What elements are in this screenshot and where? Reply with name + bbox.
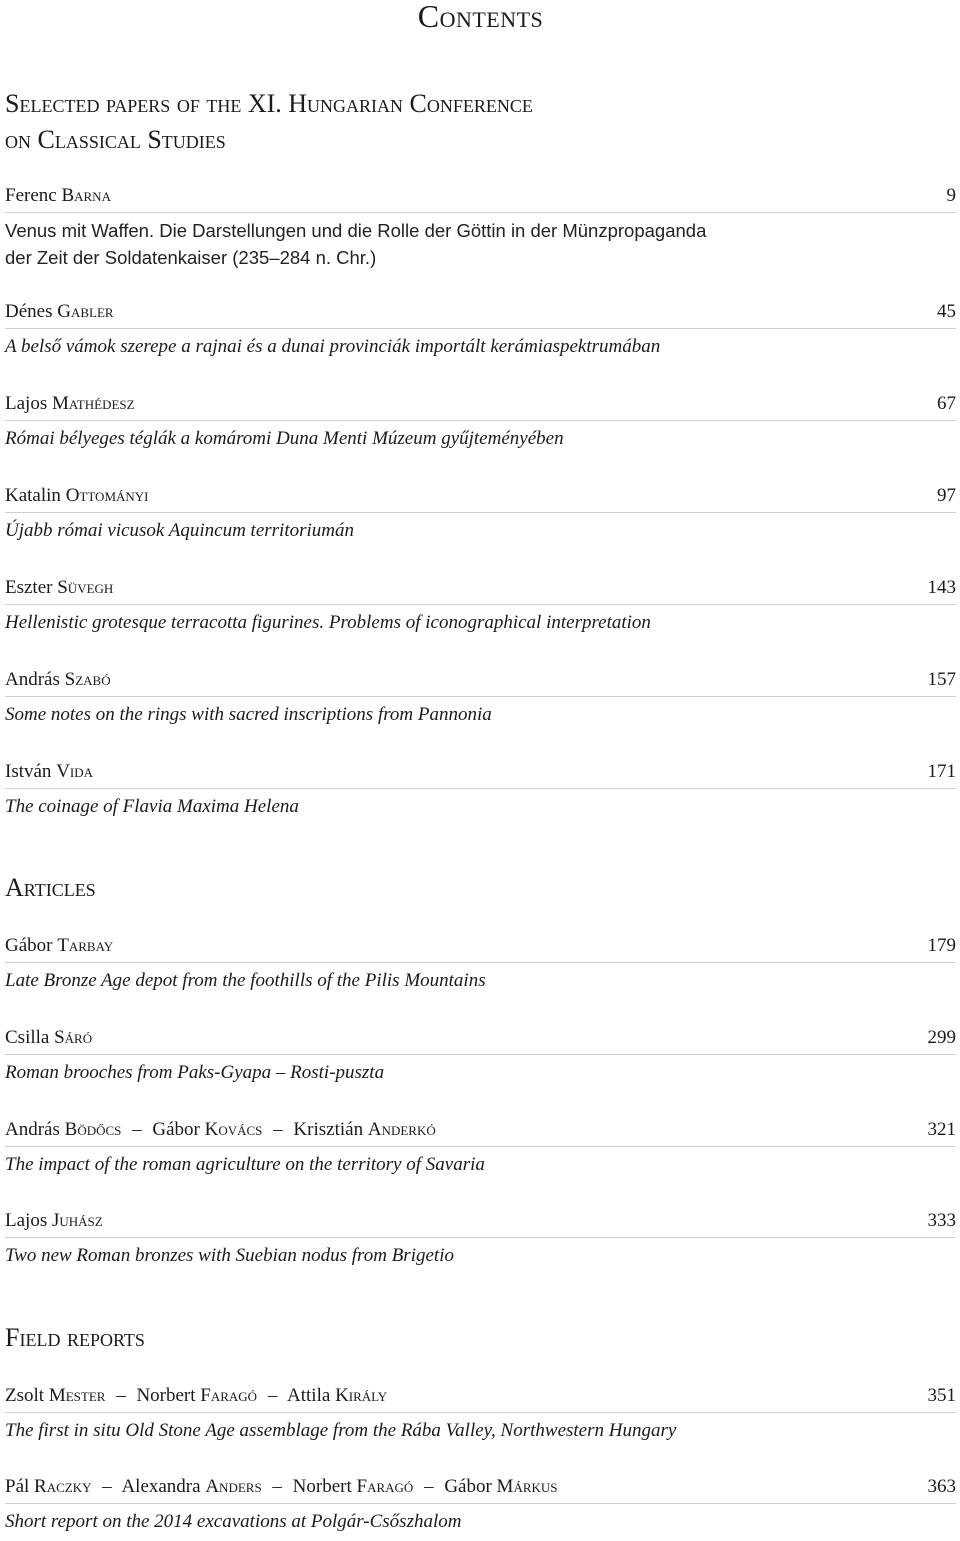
author-surname: Barna bbox=[61, 185, 111, 206]
author-surname: Faragó bbox=[200, 1385, 258, 1406]
author-surname: Faragó bbox=[356, 1476, 414, 1497]
author-first-name: Eszter bbox=[5, 577, 53, 598]
author-first-name: Pál bbox=[5, 1476, 30, 1497]
entry-title-line: Late Bronze Age depot from the foothills of the Pilis Mountains bbox=[5, 970, 486, 991]
entry-title bbox=[5, 1508, 956, 1535]
author-first-name: Zsolt bbox=[5, 1385, 45, 1406]
author-first-name: Lajos bbox=[5, 1210, 48, 1231]
section-heading-selected-papers bbox=[5, 86, 956, 158]
entry-title-line: A belső vámok szerepe a rajnai és a dunai provinciák importált kerámiaspektrumában bbox=[5, 336, 661, 357]
author-separator: – bbox=[102, 1476, 112, 1497]
author-surname: Raczky bbox=[34, 1476, 92, 1497]
author-first-name: Norbert bbox=[136, 1385, 196, 1406]
author-first-name: Gábor bbox=[5, 935, 53, 956]
entry-title-line: Roman brooches from Paks-Gyapa – Rosti-puszta bbox=[5, 1062, 385, 1083]
entry-page-number: 9 bbox=[946, 185, 956, 206]
entry-title bbox=[5, 609, 956, 636]
entry-page-number: 157 bbox=[927, 669, 956, 690]
entry-author-line bbox=[5, 666, 956, 697]
section-heading-field-reports bbox=[5, 1320, 956, 1356]
entry-authors bbox=[5, 298, 114, 326]
entry-authors bbox=[5, 758, 93, 786]
entry-authors bbox=[5, 1382, 387, 1410]
toc-entry[interactable] bbox=[5, 1382, 956, 1444]
author-surname: Anderkó bbox=[367, 1119, 436, 1140]
entry-title-line: The coinage of Flavia Maxima Helena bbox=[5, 796, 299, 817]
entry-title bbox=[5, 1417, 956, 1444]
page-title: Contents bbox=[417, 0, 544, 34]
author-first-name: Ferenc bbox=[5, 185, 57, 206]
author-first-name: Alexandra bbox=[121, 1476, 201, 1497]
entry-author-line bbox=[5, 1473, 956, 1504]
author-surname: Anders bbox=[205, 1476, 262, 1497]
author-surname: Bödőcs bbox=[64, 1119, 122, 1140]
entry-title bbox=[5, 425, 956, 452]
section-heading-line: on Classical Studies bbox=[5, 125, 226, 154]
entry-title-line: Two new Roman bronzes with Suebian nodus from Brigetio bbox=[5, 1245, 454, 1266]
entry-page-number: 299 bbox=[927, 1027, 956, 1048]
entry-authors bbox=[5, 666, 111, 694]
toc-entry[interactable] bbox=[5, 1207, 956, 1269]
entry-title-line: Hellenistic grotesque terracotta figurines. Problems of iconographical interpretation bbox=[5, 612, 651, 633]
entry-authors bbox=[5, 182, 111, 210]
author-surname: Vida bbox=[56, 761, 94, 782]
entry-authors bbox=[5, 574, 113, 602]
entry-page-number: 363 bbox=[927, 1476, 956, 1497]
entry-authors bbox=[5, 390, 135, 418]
author-first-name: Krisztián bbox=[293, 1119, 364, 1140]
toc-entry[interactable] bbox=[5, 1116, 956, 1178]
entry-author-line bbox=[5, 390, 956, 421]
entry-authors bbox=[5, 482, 149, 510]
author-first-name: Norbert bbox=[292, 1476, 352, 1497]
entry-author-line bbox=[5, 1116, 956, 1147]
entry-title-line: Római bélyeges téglák a komáromi Duna Menti Múzeum gyűjteményében bbox=[5, 428, 564, 449]
toc-entry[interactable] bbox=[5, 182, 956, 271]
author-surname: Ottományi bbox=[65, 485, 149, 506]
author-surname: Gabler bbox=[57, 301, 114, 322]
entry-title-line: Short report on the 2014 excavations at Polgár-Csőszhalom bbox=[5, 1511, 462, 1532]
author-first-name: Katalin bbox=[5, 485, 61, 506]
entry-title bbox=[5, 701, 956, 728]
entry-title bbox=[5, 793, 956, 820]
entry-page-number: 321 bbox=[927, 1119, 956, 1140]
toc-entry[interactable] bbox=[5, 666, 956, 728]
author-surname: Süvegh bbox=[57, 577, 114, 598]
author-surname: Király bbox=[335, 1385, 388, 1406]
author-surname: Márkus bbox=[496, 1476, 558, 1497]
entry-page-number: 67 bbox=[937, 393, 956, 414]
entry-title-line: Venus mit Waffen. Die Darstellungen und die Rolle der Göttin in der Münzpropaganda bbox=[5, 220, 707, 241]
toc-entry[interactable] bbox=[5, 932, 956, 994]
entry-page-number: 171 bbox=[927, 761, 956, 782]
author-first-name: András bbox=[5, 1119, 60, 1140]
toc-entry[interactable] bbox=[5, 482, 956, 544]
entry-title-line: The impact of the roman agriculture on the territory of Savaria bbox=[5, 1154, 485, 1175]
entry-authors bbox=[5, 1473, 558, 1501]
entry-title-line: The first in situ Old Stone Age assemblage from the Rába Valley, Northwestern Hungary bbox=[5, 1420, 677, 1441]
toc-entry[interactable] bbox=[5, 390, 956, 452]
author-separator: – bbox=[273, 1119, 283, 1140]
entry-authors bbox=[5, 932, 113, 960]
author-first-name: Attila bbox=[287, 1385, 331, 1406]
entry-author-line bbox=[5, 574, 956, 605]
entry-title-line: Újabb római vicusok Aquincum territoriumán bbox=[5, 520, 355, 541]
entry-authors bbox=[5, 1207, 103, 1235]
entry-authors bbox=[5, 1116, 436, 1144]
author-surname: Sáró bbox=[54, 1027, 93, 1048]
toc-entry[interactable] bbox=[5, 1473, 956, 1535]
entry-title bbox=[5, 967, 956, 994]
author-separator: – bbox=[132, 1119, 142, 1140]
toc-entry[interactable] bbox=[5, 758, 956, 820]
entry-title-line: der Zeit der Soldatenkaiser (235–284 n. Chr.) bbox=[5, 247, 377, 268]
entry-author-line bbox=[5, 182, 956, 213]
toc-entry[interactable] bbox=[5, 298, 956, 360]
author-separator: – bbox=[116, 1385, 126, 1406]
section-heading-articles bbox=[5, 870, 956, 906]
entry-author-line bbox=[5, 1024, 956, 1055]
author-surname: Mathédesz bbox=[51, 393, 135, 414]
entry-title bbox=[5, 1242, 956, 1269]
author-first-name: Dénes bbox=[5, 301, 53, 322]
entry-title bbox=[5, 517, 956, 544]
entry-author-line bbox=[5, 932, 956, 963]
author-surname: Szabó bbox=[64, 669, 111, 690]
author-first-name: Gábor bbox=[444, 1476, 492, 1497]
author-separator: – bbox=[267, 1385, 278, 1406]
author-first-name: István bbox=[5, 761, 52, 782]
entry-authors bbox=[5, 1024, 92, 1052]
author-first-name: Lajos bbox=[5, 393, 48, 414]
author-first-name: Gábor bbox=[152, 1119, 200, 1140]
entry-title bbox=[5, 1059, 956, 1086]
entry-title bbox=[5, 333, 956, 360]
section-heading-line: Field reports bbox=[5, 1323, 145, 1352]
entry-title bbox=[5, 217, 956, 271]
author-surname: Tarbay bbox=[57, 935, 114, 956]
author-surname: Juhász bbox=[51, 1210, 103, 1231]
author-separator: – bbox=[424, 1476, 434, 1497]
entry-title-line: Some notes on the rings with sacred inscriptions from Pannonia bbox=[5, 704, 492, 725]
author-surname: Kovács bbox=[204, 1119, 263, 1140]
section-heading-line: Selected papers of the XI. Hungarian Conference bbox=[5, 89, 533, 118]
author-surname: Mester bbox=[48, 1385, 106, 1406]
entry-page-number: 45 bbox=[937, 301, 956, 322]
entry-page-number: 351 bbox=[927, 1385, 956, 1406]
entry-page-number: 97 bbox=[937, 485, 956, 506]
entry-author-line bbox=[5, 1382, 956, 1413]
author-first-name: András bbox=[5, 669, 60, 690]
entry-page-number: 143 bbox=[927, 577, 956, 598]
toc-entry[interactable] bbox=[5, 1024, 956, 1086]
entry-author-line bbox=[5, 298, 956, 329]
entry-page-number: 333 bbox=[927, 1210, 956, 1231]
author-first-name: Csilla bbox=[5, 1027, 50, 1048]
entry-author-line bbox=[5, 482, 956, 513]
entry-author-line bbox=[5, 758, 956, 789]
section-heading-line: Articles bbox=[5, 873, 96, 902]
entry-author-line bbox=[5, 1207, 956, 1238]
entry-title bbox=[5, 1151, 956, 1178]
toc-entry[interactable] bbox=[5, 574, 956, 636]
entry-page-number: 179 bbox=[927, 935, 956, 956]
author-separator: – bbox=[272, 1476, 282, 1497]
